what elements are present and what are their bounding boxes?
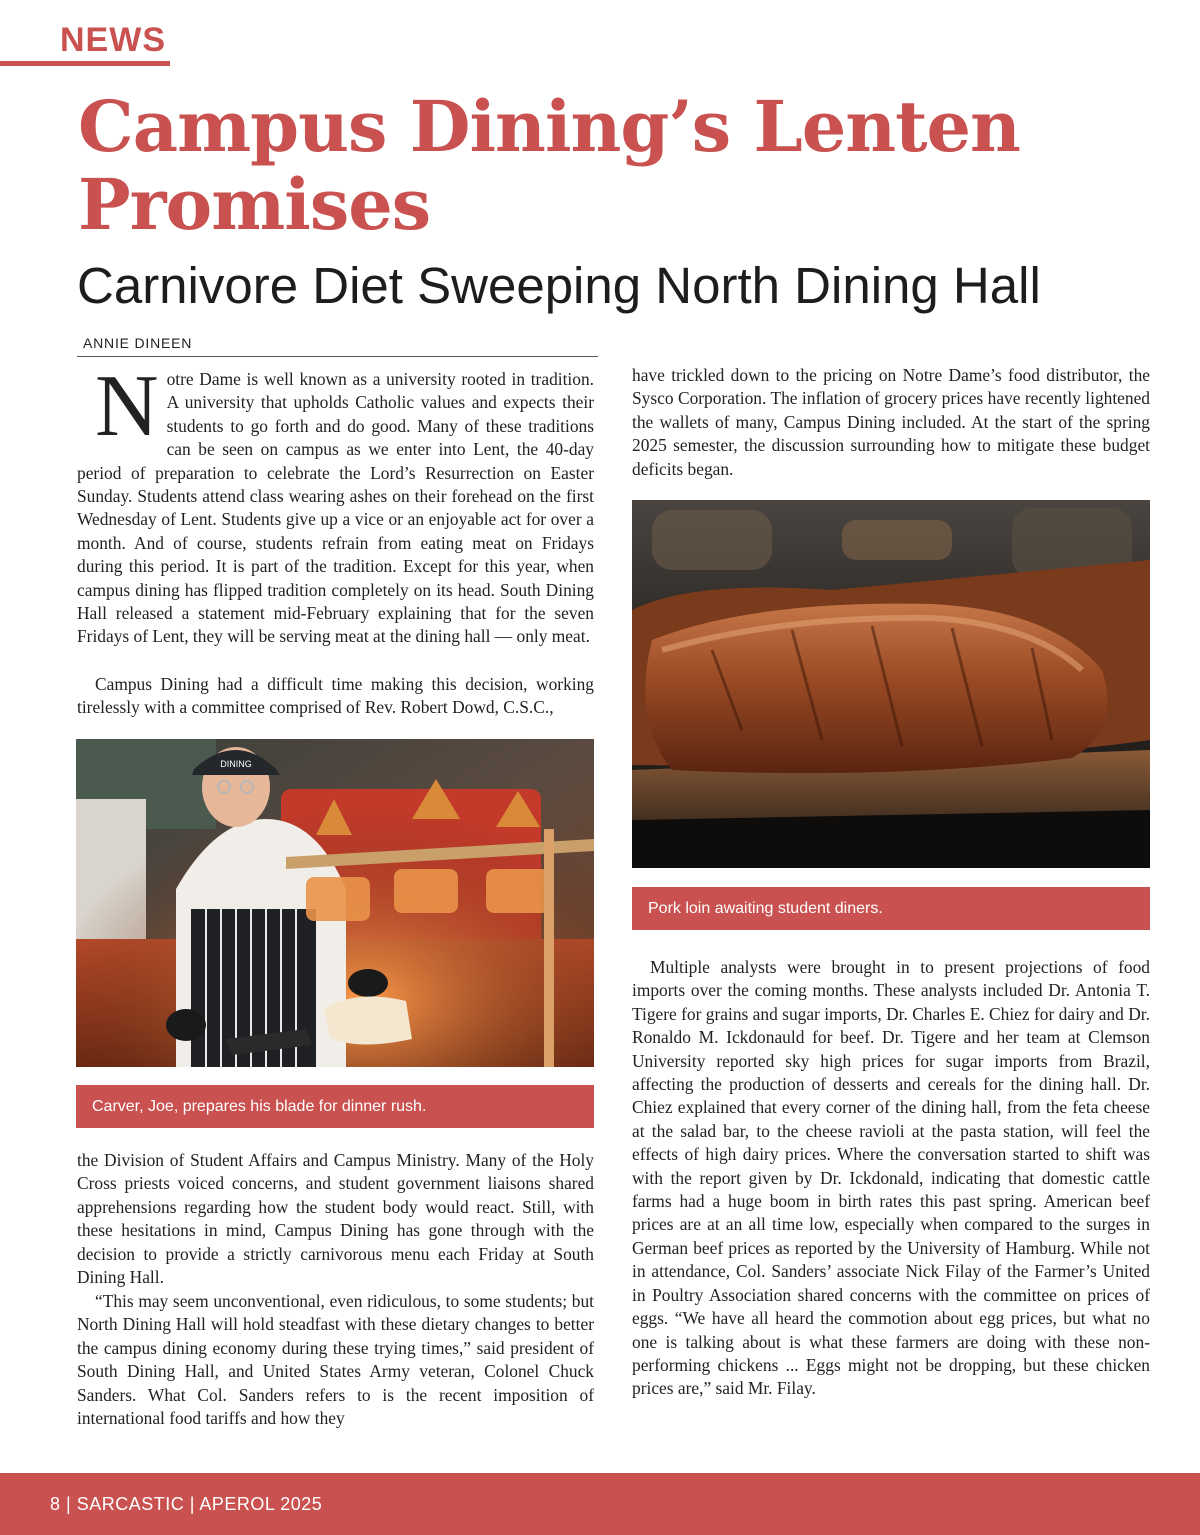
subheadline: Carnivore Diet Sweeping North Dining Hall: [77, 257, 1041, 314]
article-paragraph-5: have trickled down to the pricing on Notre Dame’s food distributor, the Sysco Corporation. The inflation of grocery prices have recently lightened the wallets of many, Campus Dining included. At the start of the spring 2025 semester, the discussion surrounding how to mitigate these budget deficits began.: [632, 365, 1150, 479]
pork-photo-caption: Pork loin awaiting student diners.: [632, 887, 1150, 930]
article-paragraph-3: the Division of Student Affairs and Campus Ministry. Many of the Holy Cross priests voiced concerns, and student government liaisons shared apprehensions regarding how the student body would react. Still, with these hesitations in mind, Campus Dining has gone through with the decision to provide a strictly carnivorous menu each Friday at South Dining Hall.: [77, 1150, 594, 1288]
article-paragraph-4: “This may seem unconventional, even ridiculous, to some students; but North Dining Hall will hold steadfast with these dietary changes to better the campus dining economy during these trying times,” said president of South Dining Hall, and United States Army veteran, Colonel Chuck Sanders. What Col. Sanders refers to is the recent imposition of international food tariffs and how they: [77, 1291, 594, 1429]
footer-bar: [0, 1473, 1200, 1535]
pork-loin-photo: [632, 500, 1150, 868]
article-paragraph-1: [77, 358, 594, 649]
byline: ANNIE DINEEN: [83, 335, 193, 351]
headline: Campus Dining’s Lenten Promises: [78, 85, 1020, 246]
drop-cap: N: [95, 358, 159, 455]
article-paragraph-2: Campus Dining had a difficult time making this decision, working tirelessly with a committee comprised of Rev. Robert Dowd, C.S.C.,: [77, 674, 594, 718]
cap-logo-text: DINING: [220, 759, 252, 769]
carver-photo-caption: Carver, Joe, prepares his blade for dinner rush.: [76, 1085, 594, 1128]
section-label: NEWS: [60, 21, 166, 59]
article-paragraph-1-text: otre Dame is well known as a university rooted in tradition. A university that upholds Catholic values and expects their students to go forth and do good. Many of these traditions can be seen on campus as we enter into Lent, the 40-day period of preparation to celebrate the Lord’s Resurrection on Easter Sunday. Students attend class wearing ashes on their forehead on the first Wednesday of Lent. Students give up a vice or an enjoyable act for over a month. And of course, students refrain from eating meat on Fridays during this period. It is part of the tradition. Except for this year, when campus dining has flipped tradition completely on its head. South Dining Hall released a statement mid-February explaining that for the seven Fridays of Lent, they will be serving meat at the dining hall — only meat.: [77, 369, 594, 647]
byline-rule: [77, 356, 598, 357]
article-paragraph-6: Multiple analysts were brought in to present projections of food imports over the coming months. These analysts included Dr. Antonia T. Tigere for grains and sugar imports, Dr. Charles E. Chiez for dairy and Dr. Ronaldo M. Ickdonauld for beef. Dr. Tigere and her team at Clemson University reported sky high prices for sugar imports from Brazil, affecting the production of desserts and cereals for the dining hall. Dr. Chiez explained that every corner of the dining hall, from the feta cheese at the salad bar, to the cheese ravioli at the pasta station, will feel the effects of high dairy prices. Where the conversation started to shift was with the report given by Dr. Ickdonald, indicating that domestic cattle farms had a huge boom in birth rates this past spring. American beef prices are at an all time low, especially when compared to the surges in German beef prices as reported by the University of Hamburg. While not in attendance, Col. Sanders’ associate Nick Filay of the Farmer’s United in Poultry Association shared concerns with the committee on prices of eggs. “We have all heard the commotion about egg prices, but what no one is talking about is what these farmers are doing with these non-performing chickens ... Eggs might not be dropping, but these chicken prices are,” said Mr. Filay.: [632, 957, 1150, 1399]
section-rule: [0, 61, 170, 66]
footer-page-info: 8 | SARCASTIC | APEROL 2025: [50, 1494, 323, 1514]
carver-photo: [76, 739, 594, 1067]
